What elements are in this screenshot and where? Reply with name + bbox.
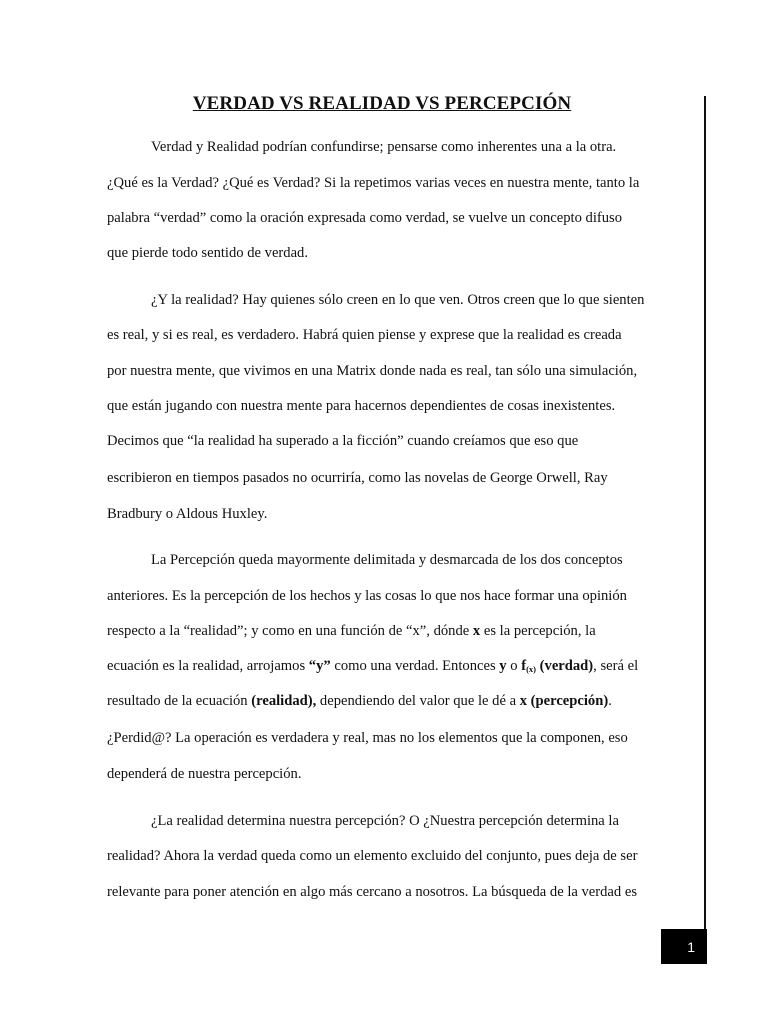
paragraph-line: La Percepción queda mayormente delimitada y desmarcada de los dos conceptos — [151, 552, 623, 568]
bold-term: x (percepción) — [519, 693, 609, 709]
paragraph-line: que están jugando con nuestra mente para hacernos dependientes de cosas inexistentes. — [107, 398, 616, 414]
paragraph-line: realidad? Ahora la verdad queda como un elemento excluido del conjunto, pues deja de ser — [107, 848, 638, 864]
paragraph-line: Decimos que “la realidad ha superado a la ficción” cuando creíamos que eso que — [107, 433, 579, 449]
text-run: como una verdad. Entonces — [334, 658, 496, 674]
paragraph-line: que pierde todo sentido de verdad. — [107, 245, 309, 261]
function-subscript: (x) — [526, 664, 536, 674]
text-run: , será el — [593, 658, 639, 674]
paragraph-line: Verdad y Realidad podrían confundirse; pensarse como inherentes una a la otra. — [151, 139, 617, 155]
paragraph-line: ¿La realidad determina nuestra percepción? O ¿Nuestra percepción determina la — [151, 813, 619, 829]
paragraph-line: relevante para poner atención en algo más cercano a nosotros. La búsqueda de la verdad es — [107, 884, 638, 900]
bold-term: (verdad) — [539, 658, 594, 674]
text-run: . — [608, 693, 612, 709]
text-run: respecto a la “realidad”; y como en una función de “x”, dónde — [107, 623, 470, 639]
paragraph-line: dependerá de nuestra percepción. — [107, 766, 302, 782]
page-border-rule — [704, 96, 706, 964]
bold-variable: y — [499, 658, 507, 674]
paragraph-line: ¿Perdid@? La operación es verdadera y real, mas no los elementos que la componen, eso — [107, 730, 628, 746]
bold-variable: x — [472, 623, 481, 639]
paragraph-line: ¿Qué es la Verdad? ¿Qué es Verdad? Si la repetimos varias veces en nuestra mente, tanto la — [107, 175, 640, 191]
paragraph-line: anteriores. Es la percepción de los hechos y las cosas lo que nos hace formar una opinión — [107, 588, 627, 604]
paragraph-line — [107, 621, 596, 641]
paragraph-line: ¿Y la realidad? Hay quienes sólo creen en lo que ven. Otros creen que lo que sienten — [151, 292, 645, 308]
text-run: es la percepción, la — [483, 623, 596, 639]
text-run: resultado de la ecuación — [107, 693, 248, 709]
bold-term: (realidad), — [251, 693, 317, 709]
document-title: VERDAD VS REALIDAD VS PERCEPCIÓN — [192, 93, 572, 114]
paragraph-line: Bradbury o Aldous Huxley. — [107, 506, 268, 522]
paragraph-line — [107, 691, 612, 711]
paragraph-line: por nuestra mente, que vivimos en una Matrix donde nada es real, tan sólo una simulación, — [107, 363, 638, 379]
paragraph-line — [107, 656, 638, 679]
paragraph-line: es real, y si es real, es verdadero. Habrá quien piense y exprese que la realidad es creada — [107, 327, 622, 343]
text-run: dependiendo del valor que le dé a — [319, 693, 517, 709]
paragraph-line: escribieron en tiempos pasados no ocurriría, como las novelas de George Orwell, Ray — [107, 470, 608, 486]
page-number-badge: 1 — [661, 929, 707, 964]
bold-function: f — [521, 658, 527, 674]
text-run: o — [510, 658, 518, 674]
bold-variable: “y” — [308, 658, 331, 674]
paragraph-line: palabra “verdad” como la oración expresada como verdad, se vuelve un concepto difuso — [107, 210, 623, 226]
text-run: ecuación es la realidad, arrojamos — [107, 658, 306, 674]
